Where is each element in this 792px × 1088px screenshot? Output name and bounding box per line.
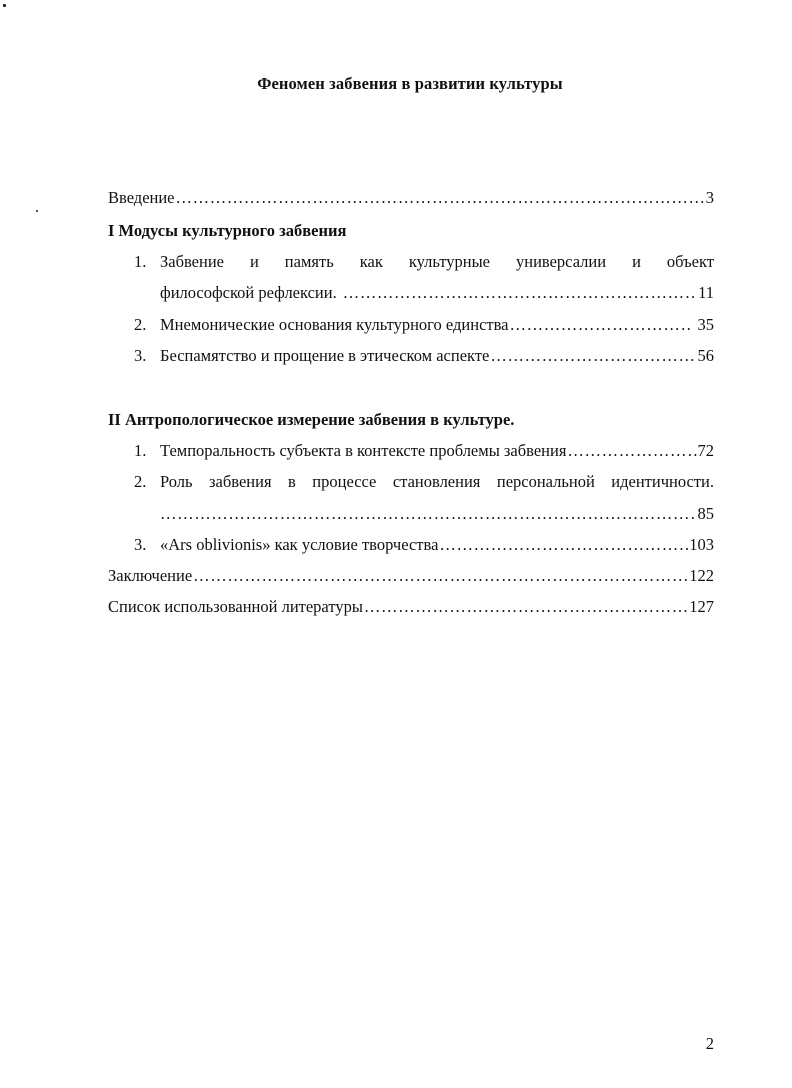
toc-page-number: 72 bbox=[697, 441, 714, 460]
toc-entry-1-2 bbox=[134, 313, 714, 337]
toc-entry-label: Мнемонические основания культурного единства bbox=[160, 315, 509, 334]
toc-entry-number: 3. bbox=[134, 535, 147, 554]
page-number: 2 bbox=[705, 1034, 714, 1053]
toc-leader bbox=[160, 502, 697, 526]
toc-leader bbox=[567, 439, 696, 463]
toc-page-number: 122 bbox=[689, 566, 714, 585]
toc-page-number: 35 bbox=[697, 315, 714, 334]
scan-speck bbox=[36, 210, 38, 212]
toc-entry-number: 3. bbox=[134, 346, 147, 365]
toc-entry-1-3 bbox=[134, 344, 714, 368]
toc-entry-conclusion bbox=[108, 564, 714, 588]
toc-entry-bibliography bbox=[108, 595, 714, 619]
toc-entry-number: 2. bbox=[134, 315, 147, 334]
toc-entry-label: Список использованной литературы bbox=[108, 597, 363, 616]
toc-page-number: 103 bbox=[689, 535, 714, 554]
toc-page-number: 127 bbox=[689, 597, 714, 616]
scan-speck bbox=[3, 4, 6, 7]
toc-page-number: 11 bbox=[698, 283, 714, 302]
toc-entry-2-2-cont bbox=[160, 502, 714, 526]
toc-entry-label: Забвение и память как культурные универсалии и объект bbox=[160, 252, 714, 271]
toc-entry-intro bbox=[108, 186, 714, 210]
toc-leader bbox=[176, 186, 705, 210]
toc-page-number: 56 bbox=[697, 346, 714, 365]
toc-entry-label: Темпоральность субъекта в контексте проблемы забвения bbox=[160, 441, 567, 460]
toc-entry-number: 1. bbox=[134, 252, 147, 271]
toc-page-number: 85 bbox=[697, 504, 714, 523]
toc-page-number: 3 bbox=[705, 188, 714, 207]
toc-entry-label: Заключение bbox=[108, 566, 193, 585]
toc-leader bbox=[364, 595, 688, 619]
toc-leader bbox=[439, 533, 688, 557]
toc-entry-number: 2. bbox=[134, 472, 147, 491]
toc-entry-label: Введение bbox=[108, 188, 175, 207]
toc-leader bbox=[510, 313, 693, 337]
toc-entry-2-3 bbox=[134, 533, 714, 557]
toc-entry-1-1-cont bbox=[160, 281, 714, 305]
toc-entry-label: «Ars oblivionis» как условие творчества bbox=[160, 535, 439, 554]
toc-entry-2-2 bbox=[134, 470, 714, 494]
toc-entry-label: Роль забвения в процессе становления персональной идентичности. bbox=[160, 472, 714, 491]
toc-entry-label: философской рефлексии. bbox=[160, 283, 337, 302]
toc-entry-2-1 bbox=[134, 439, 714, 463]
toc-entry-number: 1. bbox=[134, 441, 147, 460]
document-title: Феномен забвения в развитии культуры bbox=[257, 74, 563, 93]
toc-leader bbox=[343, 281, 697, 305]
toc-leader bbox=[193, 564, 688, 588]
toc-entry-1-1 bbox=[134, 250, 714, 274]
toc-leader bbox=[490, 344, 696, 368]
toc-section-heading-2: II Антропологическое измерение забвения в культуре. bbox=[108, 410, 515, 429]
toc-section-heading-1: I Модусы культурного забвения bbox=[108, 221, 347, 240]
toc-entry-label: Беспамятство и прощение в этическом аспекте bbox=[160, 346, 490, 365]
